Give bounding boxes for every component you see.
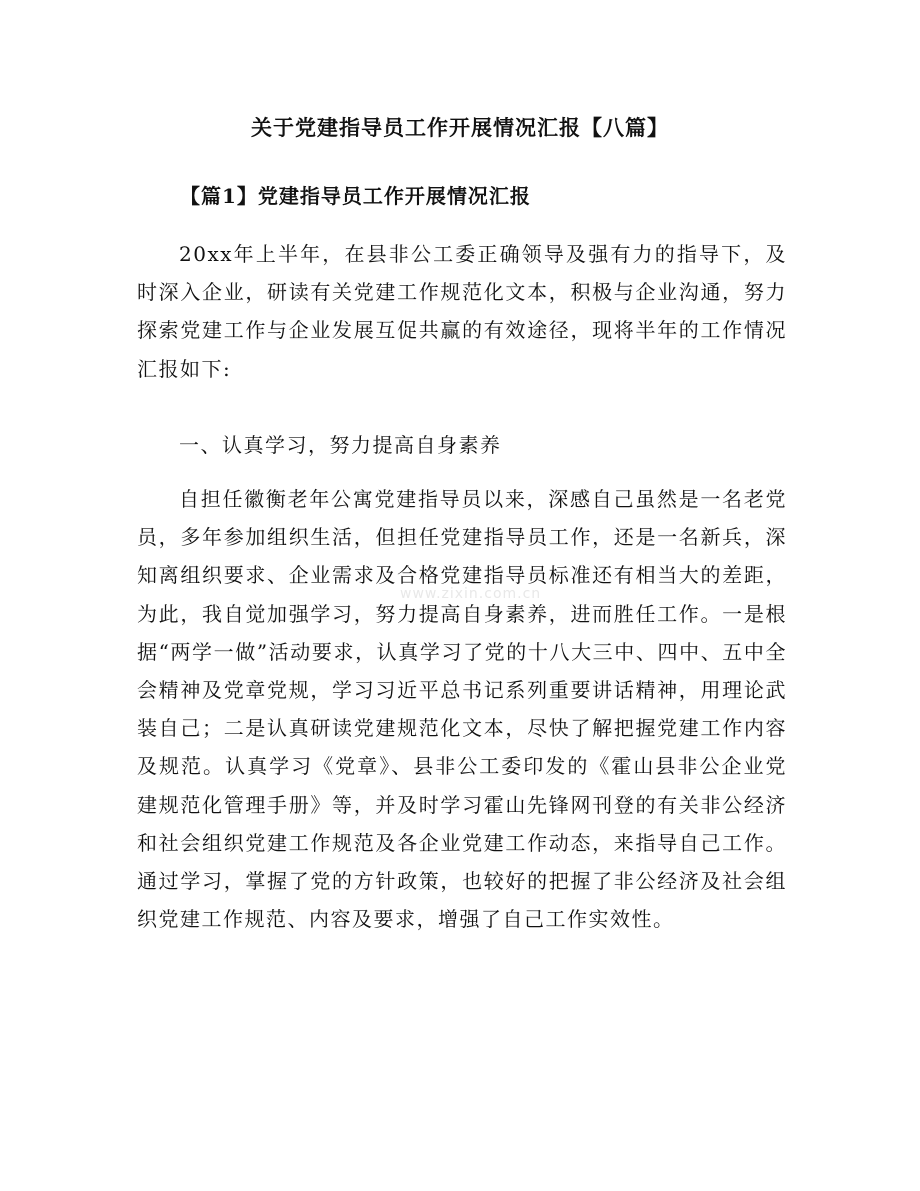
paragraph-study: 自担任徽衡老年公寓党建指导员以来，深感自己虽然是一名老党员，多年参加组织生活，但担任党建指导员工作，还是一名新兵，深知离组织要求、企业需求及合格党建指导员标准还有相当大的差距，为此，我自觉加强学习，努力提高自身素养，进而胜任工作。一是根据“两学一做”活动要求，认真学习了党的十八大三中、四中、五中全会精神及党章党规，学习习近平总书记系列重要讲话精神，用理论武装自己；二是认真研读党建规范化文本，尽快了解把握党建工作内容及规范。认真学习《党章》、县非公工委印发的《霍山县非公企业党建规范化管理手册》等，并及时学习霍山先锋网刊登的有关非公经济和社会组织党建工作规范及各企业党建工作动态，来指导自己工作。通过学习，掌握了党的方针政策，也较好的把握了非公经济及社会组织党建工作规范、内容及要求，增强了自己工作实效性。 [137, 487, 787, 932]
watermark: www.zixin.com.cn [400, 586, 542, 602]
subheading-study: 一、认真学习，努力提高自身素养 [179, 433, 502, 457]
document-title: 关于党建指导员工作开展情况汇报【八篇】 [251, 116, 669, 140]
section-title: 【篇1】党建指导员工作开展情况汇报 [180, 184, 531, 208]
paragraph-intro: 20xx年上半年，在县非公工委正确领导及强有力的指导下，及时深入企业，研读有关党建工作规范化文本，积极与企业沟通，努力探索党建工作与企业发展互促共赢的有效途径，现将半年的工作情况汇报如下: [137, 242, 787, 381]
